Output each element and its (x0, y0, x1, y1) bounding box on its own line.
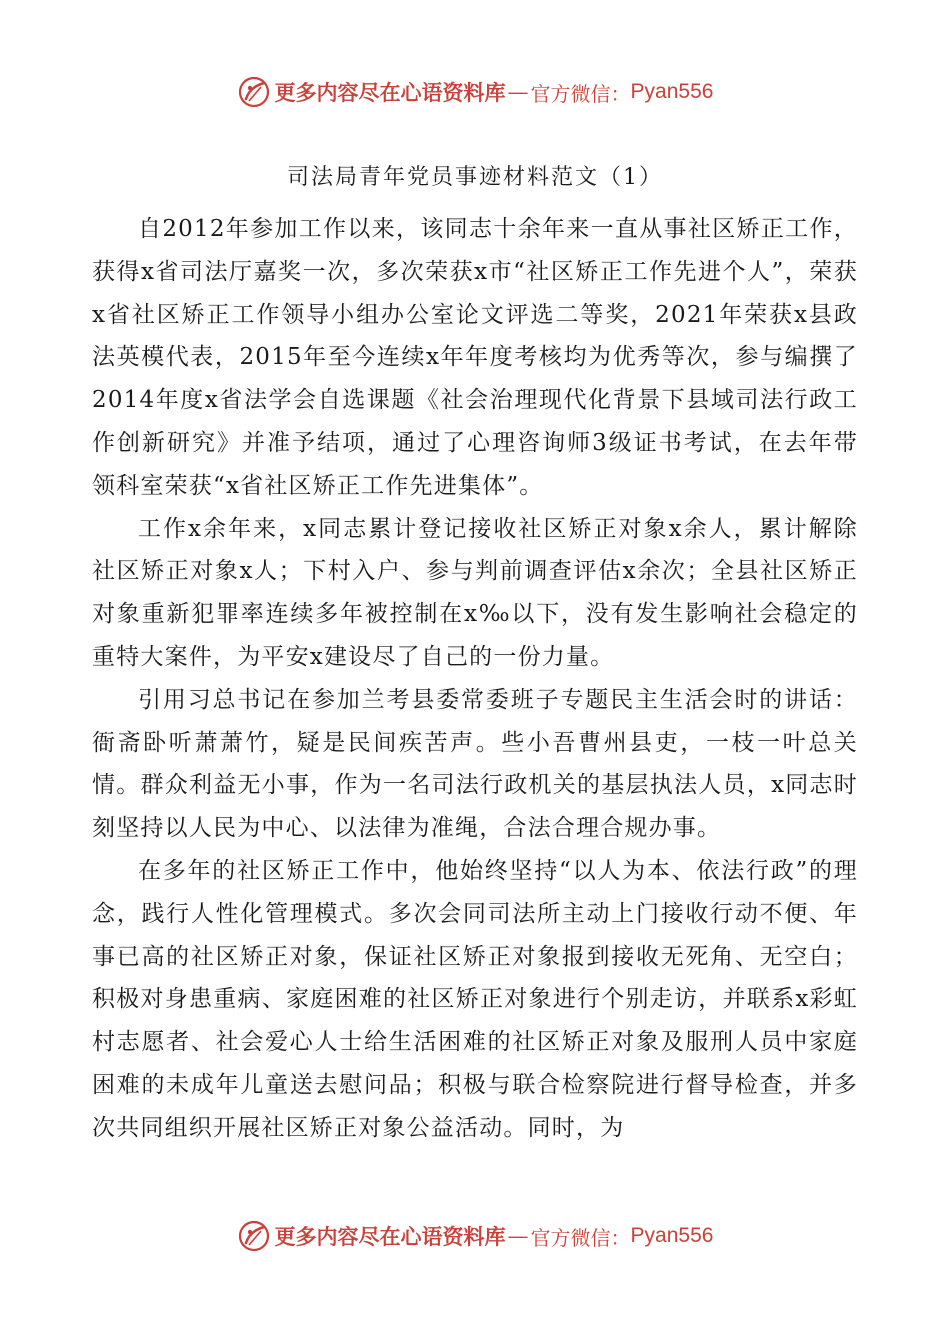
document-title: 司法局青年党员事迹材料范文（1） (287, 165, 663, 190)
banner-brand-text: 更多内容尽在心语资料库 (274, 1224, 506, 1249)
banner-account: Pyan556 (630, 1224, 714, 1247)
paragraph: 在多年的社区矫正工作中，他始终坚持“以人为本、依法行政”的理念，践行人性化管理模式。多次会同司法所主动上门接收行动不便、年事已高的社区矫正对象，保证社区矫正对象报到接收无死角、无空白；积极对身患重病、家庭困难的社区矫正对象进行个别走访，并联系x彩虹村志愿者、社会爱心人士给生活困难的社区矫正对象及服刑人员中家庭困难的未成年儿童送去慰问品；积极与联合检察院进行督导检查，并多次共同组织开展社区矫正对象公益活动。同时，为 (92, 857, 858, 1141)
banner-wechat-label: 官方微信： (530, 1225, 631, 1250)
paragraph: 自2012年参加工作以来，该同志十余年来一直从事社区矫正工作，获得x省司法厅嘉奖一次，多次荣获x市“社区矫正工作先进个人”，荣获x省社区矫正工作领导小组办公室论文评选二等奖，2021年荣获x县政法英模代表，2015年至今连续x年年度考核均为优秀等次，参与编撰了2014年度x省法学会自选课题《社会治理现代化背景下县域司法行政工作创新研究》并准予结项，通过了心理咨询师3级证书考试，在去年带领科室荣获“x省社区矫正工作先进集体”。 (92, 216, 858, 499)
brand-logo-icon (237, 1219, 271, 1253)
banner-account: Pyan556 (630, 80, 714, 103)
banner-dash: — (507, 80, 529, 104)
banner-wechat-label: 官方微信： (530, 81, 631, 106)
paragraph: 工作x余年来，x同志累计登记接收社区矫正对象x余人，累计解除社区矫正对象x人；下村入户、参与判前调查评估x余次；全县社区矫正对象重新犯罪率连续多年被控制在x‰以下，没有发生影响社会稳定的重特大案件，为平安x建设尽了自己的一份力量。 (92, 515, 858, 670)
brand-logo-icon (237, 75, 271, 109)
footer-banner (0, 1214, 950, 1258)
banner-brand-text: 更多内容尽在心语资料库 (274, 80, 506, 105)
paragraph: 引用习总书记在参加兰考县委常委班子专题民主生活会时的讲话：衙斋卧听萧萧竹，疑是民间疾苦声。些小吾曹州县吏，一枝一叶总关情。群众利益无小事，作为一名司法行政机关的基层执法人员，x同志时刻坚持以人民为中心、以法律为准绳，合法合理合规办事。 (92, 686, 858, 842)
header-banner (0, 70, 950, 114)
banner-dash: — (507, 1224, 529, 1248)
document-body (92, 208, 858, 1150)
